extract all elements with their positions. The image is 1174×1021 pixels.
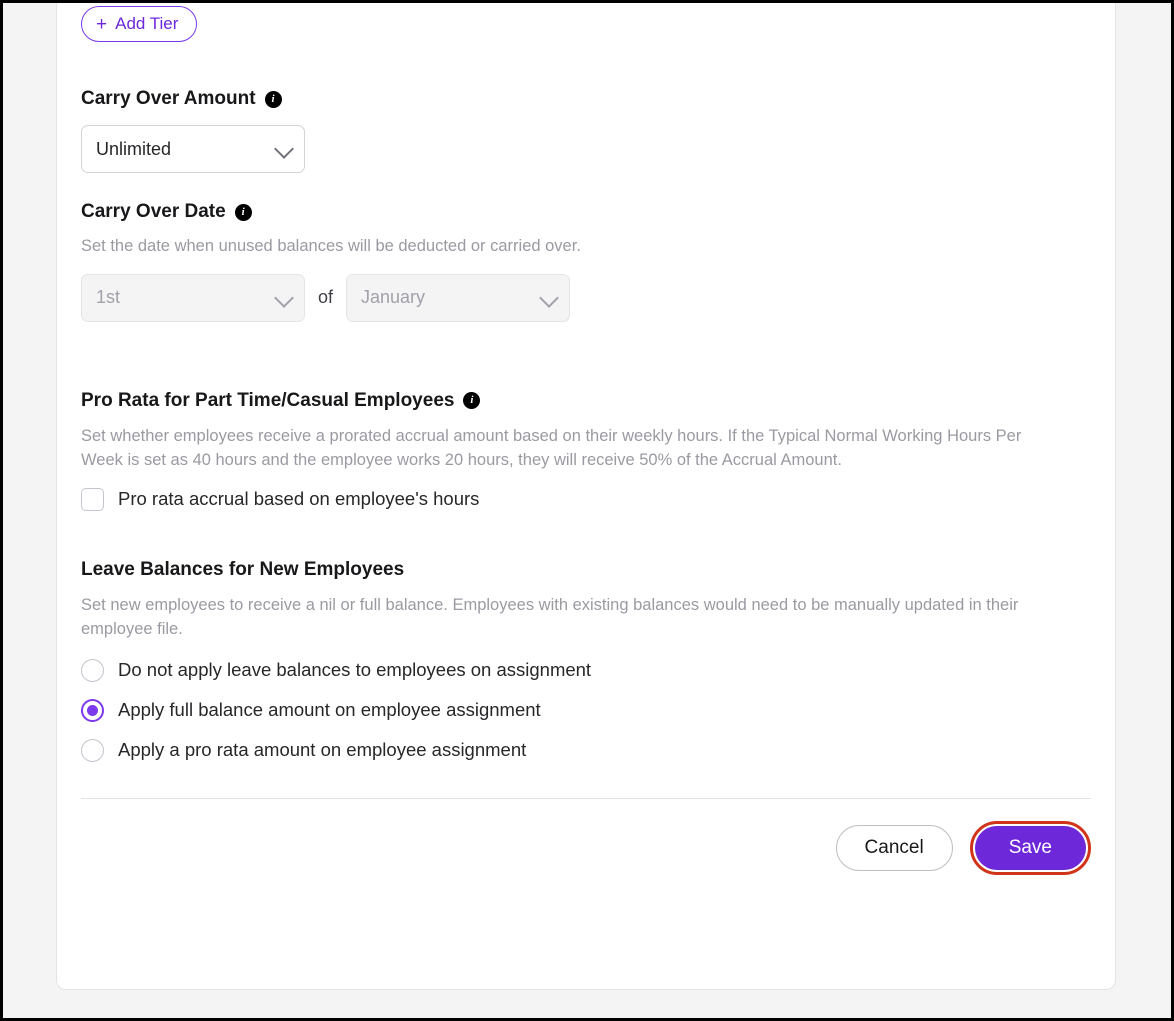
carry-over-month-select[interactable] bbox=[346, 274, 570, 322]
carry-over-date-row bbox=[81, 274, 1091, 322]
radio-button[interactable] bbox=[81, 739, 104, 762]
carry-over-month-value: January bbox=[361, 287, 426, 308]
info-icon[interactable]: i bbox=[463, 392, 480, 409]
save-button-highlight bbox=[970, 821, 1091, 875]
carry-over-amount-label: Carry Over Amount bbox=[81, 88, 256, 109]
plus-icon: + bbox=[96, 13, 108, 35]
leave-balances-label-row bbox=[81, 559, 1091, 581]
carry-over-date-label: Carry Over Date bbox=[81, 201, 226, 222]
carry-over-amount-select[interactable] bbox=[81, 125, 305, 173]
pro-rata-checkbox-row[interactable] bbox=[81, 488, 1091, 511]
leave-balances-helper: Set new employees to receive a nil or full balance. Employees with existing balances would need to be manually updated in their employee file. bbox=[81, 595, 1019, 638]
chevron-down-icon bbox=[274, 288, 294, 308]
info-icon[interactable]: i bbox=[235, 204, 252, 221]
radio-option-full-balance[interactable] bbox=[81, 699, 1091, 722]
of-label: of bbox=[318, 287, 334, 308]
pro-rata-helper: Set whether employees receive a prorated accrual amount based on their weekly hours. If the Typical Normal Working Hours Per Week is set as 40 hours and the employee works 20 hours, they will receive 50% of the Accrual Amount. bbox=[81, 426, 1022, 469]
save-button[interactable]: Save bbox=[975, 826, 1086, 870]
radio-label: Apply a pro rata amount on employee assignment bbox=[118, 739, 527, 761]
settings-card bbox=[56, 0, 1116, 990]
cancel-button[interactable]: Cancel bbox=[836, 825, 953, 871]
pro-rata-checkbox-label: Pro rata accrual based on employee's hours bbox=[118, 488, 480, 510]
leave-balances-label: Leave Balances for New Employees bbox=[81, 558, 405, 580]
pro-rata-label: Pro Rata for Part Time/Casual Employees bbox=[81, 389, 455, 411]
carry-over-amount-value: Unlimited bbox=[96, 138, 172, 159]
add-tier-label: Add Tier bbox=[115, 14, 179, 33]
radio-option-pro-rata-balance[interactable] bbox=[81, 739, 1091, 762]
add-tier-button[interactable] bbox=[81, 6, 197, 42]
carry-over-date-label-row bbox=[81, 201, 1091, 223]
radio-label: Do not apply leave balances to employees on assignment bbox=[118, 659, 592, 681]
radio-label: Apply full balance amount on employee assignment bbox=[118, 699, 541, 721]
leave-balances-radio-group bbox=[81, 659, 1091, 762]
pro-rata-checkbox[interactable] bbox=[81, 488, 104, 511]
chevron-down-icon bbox=[539, 288, 559, 308]
radio-option-no-balance[interactable] bbox=[81, 659, 1091, 682]
info-icon[interactable]: i bbox=[265, 91, 282, 108]
radio-button[interactable] bbox=[81, 699, 104, 722]
carry-over-date-helper: Set the date when unused balances will be deducted or carried over. bbox=[81, 237, 581, 255]
carry-over-amount-label-row bbox=[81, 88, 1091, 110]
carry-over-day-value: 1st bbox=[96, 287, 121, 308]
settings-form bbox=[81, 6, 1091, 875]
form-footer bbox=[81, 799, 1091, 875]
chevron-down-icon bbox=[274, 139, 294, 159]
carry-over-day-select[interactable] bbox=[81, 274, 305, 322]
radio-button[interactable] bbox=[81, 659, 104, 682]
pro-rata-label-row bbox=[81, 390, 1091, 412]
